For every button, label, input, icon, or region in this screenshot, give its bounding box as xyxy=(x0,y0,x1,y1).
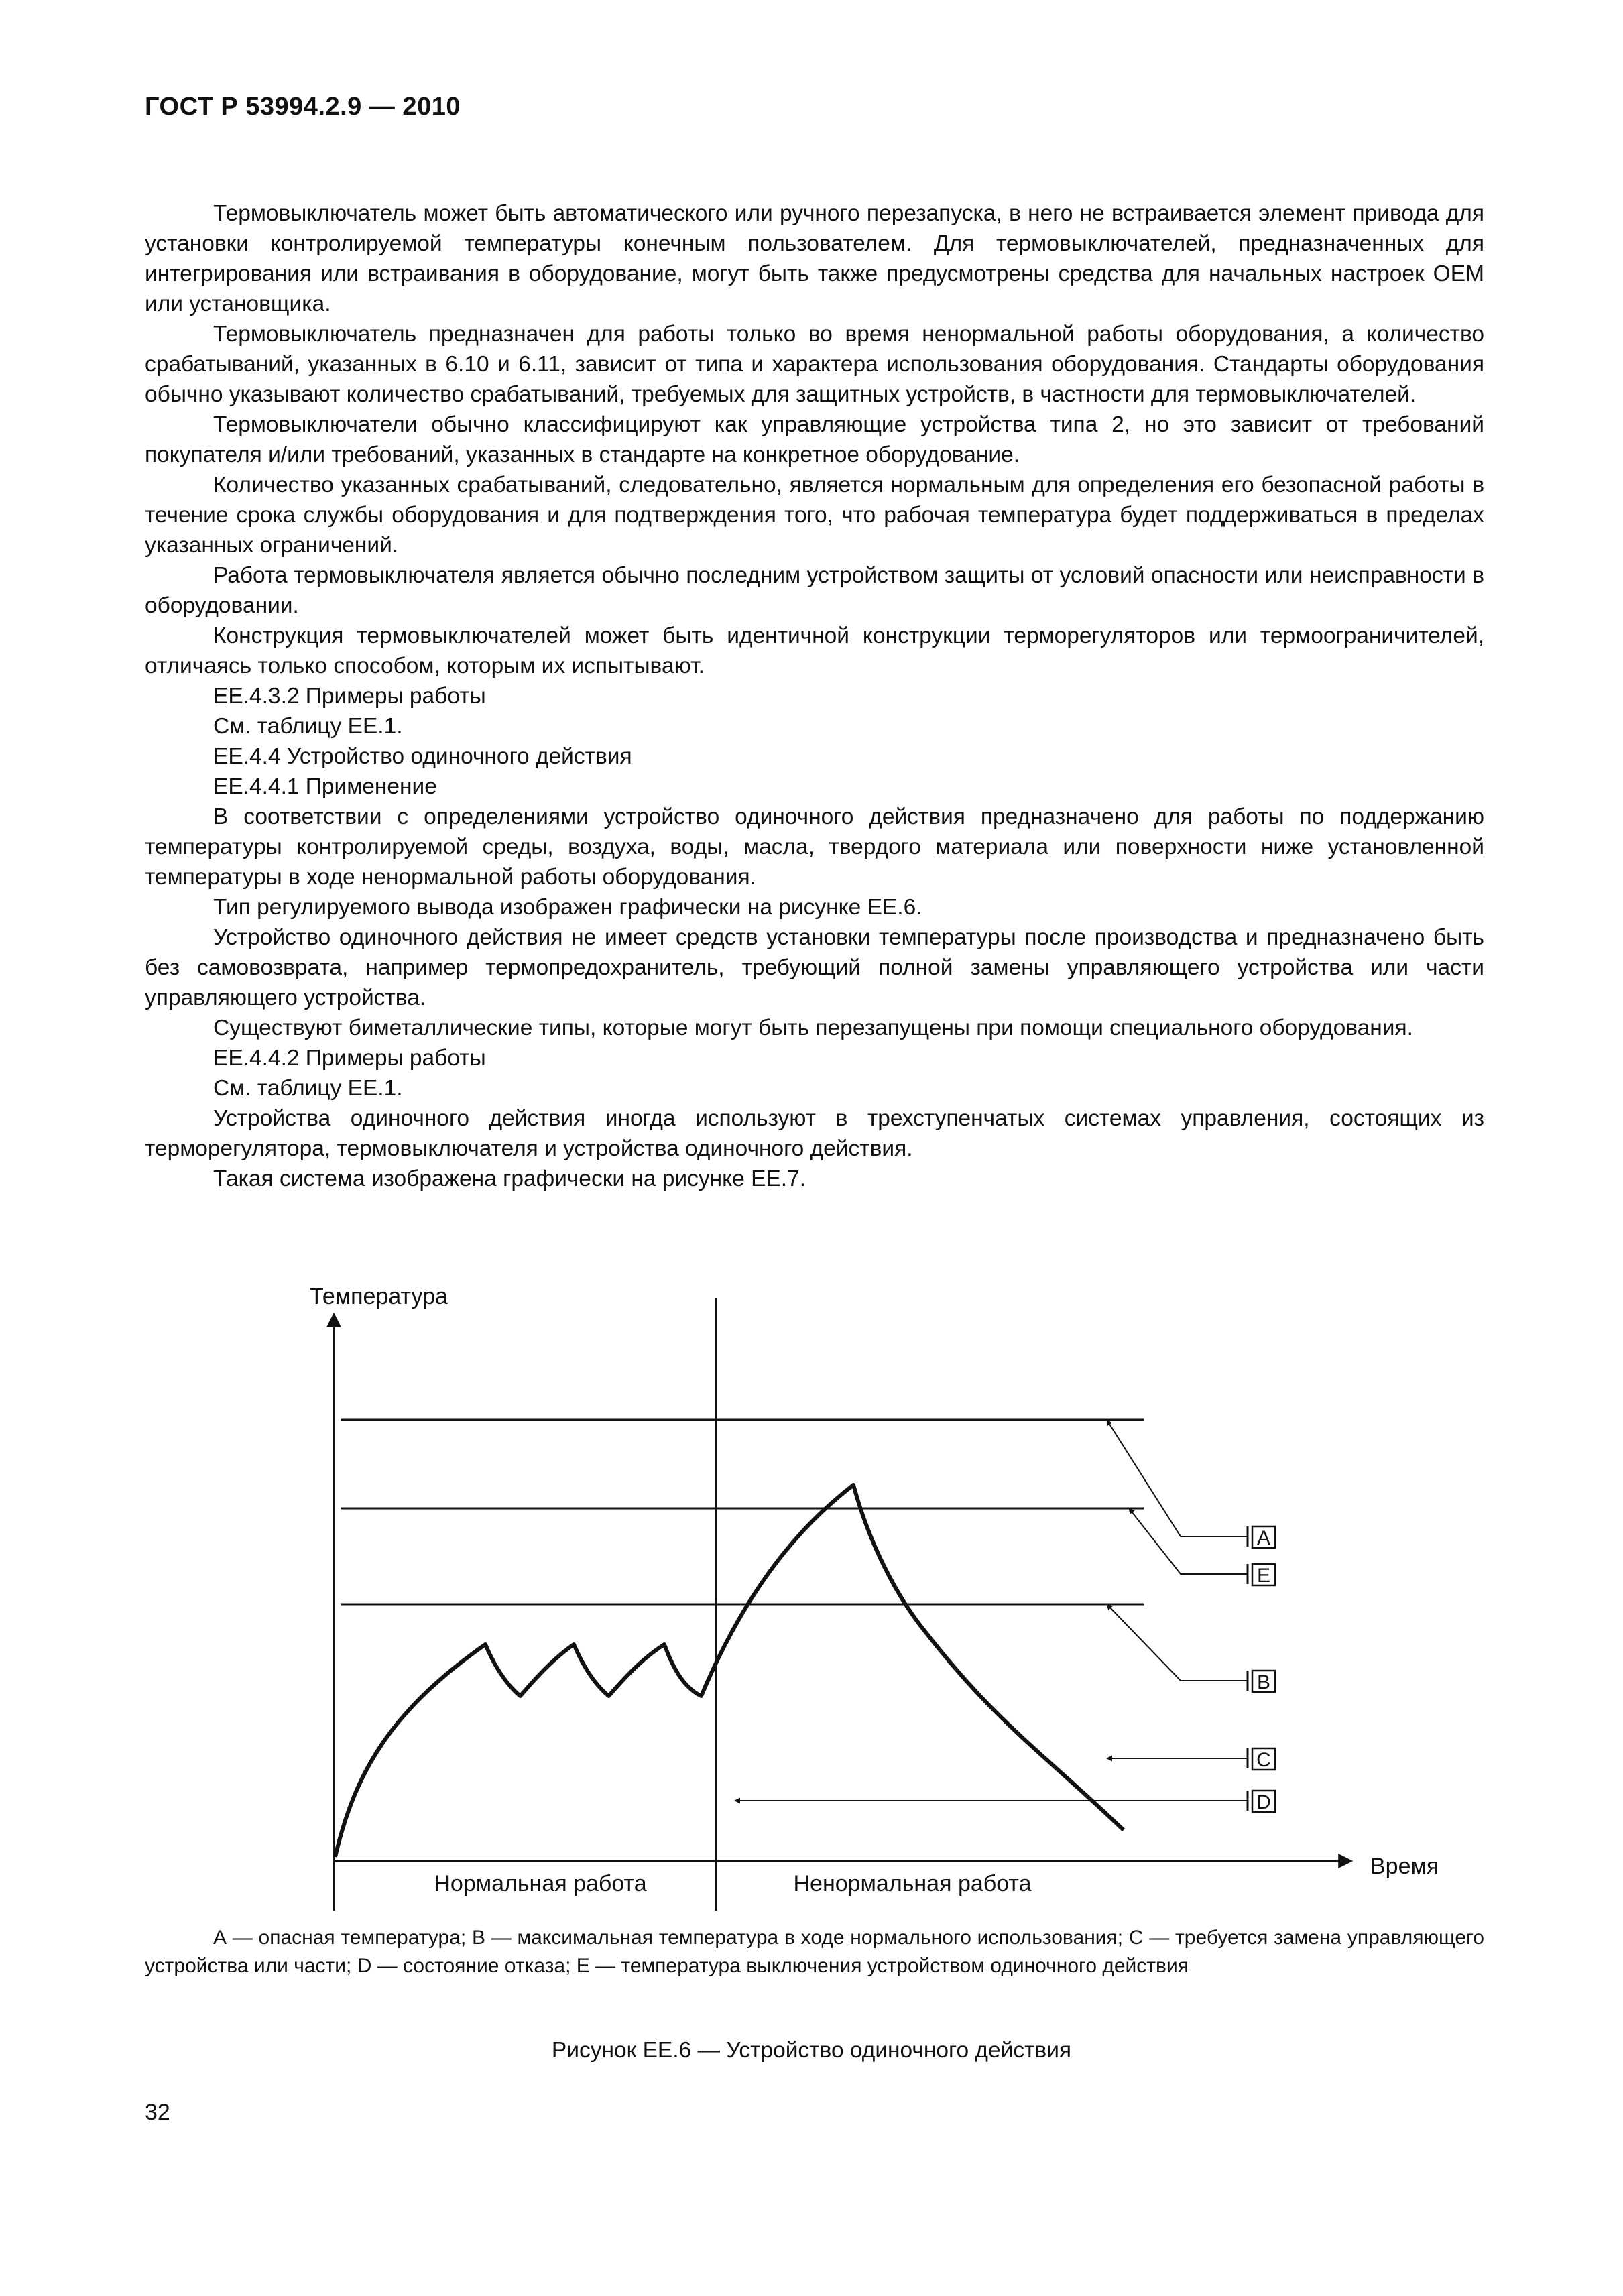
leader-e xyxy=(1129,1508,1248,1574)
figure-diagram xyxy=(145,1260,1486,1917)
region-abnormal-label: Ненормальная работа xyxy=(793,1871,1032,1896)
paragraph: Конструкция термовыключателей может быть идентичной конструкции терморегуляторов или термоограничителей, отличаясь только способом, которым их испытывают. xyxy=(145,623,1484,678)
paragraph: Термовыключатель предназначен для работы только во время ненормальной работы оборудования, а количество срабатываний, указанных в 6.10 и 6.11, зависит от типа и характера использования оборудования. Стандарты оборудования обычно указывают количество срабатываний, требуемых для защитных устройств, в частности для термовыключателей. xyxy=(145,322,1484,407)
leader-a xyxy=(1107,1420,1248,1536)
paragraph: В соответствии с определениями устройство одиночного действия предназначено для работы по поддержанию температуры контролируемой среды, воздуха, воды, масла, твердого материала или поверхности ниже установленной температуры в ходе ненормальной работы оборудования. xyxy=(145,804,1484,890)
paragraph: Термовыключатели обычно классифицируют как управляющие устройства типа 2, но это зависит от требований покупателя и/или требований, указанных в стандарте на конкретное оборудование. xyxy=(145,412,1484,467)
section-heading: ЕЕ.4.4.1 Применение xyxy=(213,774,437,799)
paragraph: Тип регулируемого вывода изображен графически на рисунке ЕЕ.6. xyxy=(213,895,922,920)
paragraph: Устройство одиночного действия не имеет средств установки температуры после производства и предназначено быть без самовозврата, например термопредохранитель, требующий полной замены управляющего устройства или части управляющего устройства. xyxy=(145,925,1484,1010)
paragraph: Устройства одиночного действия иногда используют в трехступенчатых системах управления, состоящих из терморегулятора, термовыключателя и устройства одиночного действия. xyxy=(145,1106,1484,1161)
y-axis-label: Температура xyxy=(310,1284,448,1309)
x-axis-label: Время xyxy=(1370,1854,1439,1879)
marker-label-c: C xyxy=(1256,1749,1271,1771)
marker-label-d: D xyxy=(1256,1791,1271,1813)
paragraph: Термовыключатель может быть автоматического или ручного перезапуска, в него не встраивается элемент привода для установки контролируемой температуры конечным пользователем. Для термовыключателей, предназначенных для интегрирования или встраивания в оборудование, могут быть также предусмотрены средства для начальных настроек ОЕМ или установщика. xyxy=(145,201,1484,316)
body-text xyxy=(145,198,1484,1194)
marker-label-a: A xyxy=(1256,1527,1271,1549)
document-header: ГОСТ Р 53994.2.9 — 2010 xyxy=(145,93,461,121)
section-heading: ЕЕ.4.4 Устройство одиночного действия xyxy=(213,744,632,769)
marker-label-e: E xyxy=(1256,1565,1271,1587)
legend-text: А — опасная температура; В — максимальная температура в ходе нормального использования; С — требуется замена управляющего устройства или части; D — состояние отказа; Е — температура выключения устройством одиночного действия xyxy=(145,1927,1484,1977)
figure-caption: Рисунок ЕЕ.6 — Устройство одиночного действия xyxy=(551,2038,1072,2063)
section-heading: ЕЕ.4.3.2 Примеры работы xyxy=(213,684,486,709)
paragraph: См. таблицу ЕЕ.1. xyxy=(213,1076,403,1101)
paragraph: Работа термовыключателя является обычно последним устройством защиты от условий опасности или неисправности в оборудовании. xyxy=(145,563,1484,618)
paragraph: См. таблицу ЕЕ.1. xyxy=(213,714,403,739)
page-number: 32 xyxy=(145,2100,170,2125)
region-normal-label: Нормальная работа xyxy=(434,1871,647,1896)
figure-legend xyxy=(145,1924,1484,1980)
leader-b xyxy=(1107,1604,1248,1681)
section-heading: ЕЕ.4.4.2 Примеры работы xyxy=(213,1046,486,1071)
paragraph: Количество указанных срабатываний, следовательно, является нормальным для определения его безопасной работы в течение срока службы оборудования и для подтверждения того, что рабочая температура будет поддерживаться в пределах указанных ограничений. xyxy=(145,473,1484,558)
paragraph: Такая система изображена графически на рисунке ЕЕ.7. xyxy=(213,1166,806,1191)
paragraph: Существуют биметаллические типы, которые могут быть перезапущены при помощи специального оборудования. xyxy=(213,1016,1413,1040)
figure-ee6 xyxy=(145,1260,1486,1917)
marker-label-b: B xyxy=(1256,1671,1271,1693)
